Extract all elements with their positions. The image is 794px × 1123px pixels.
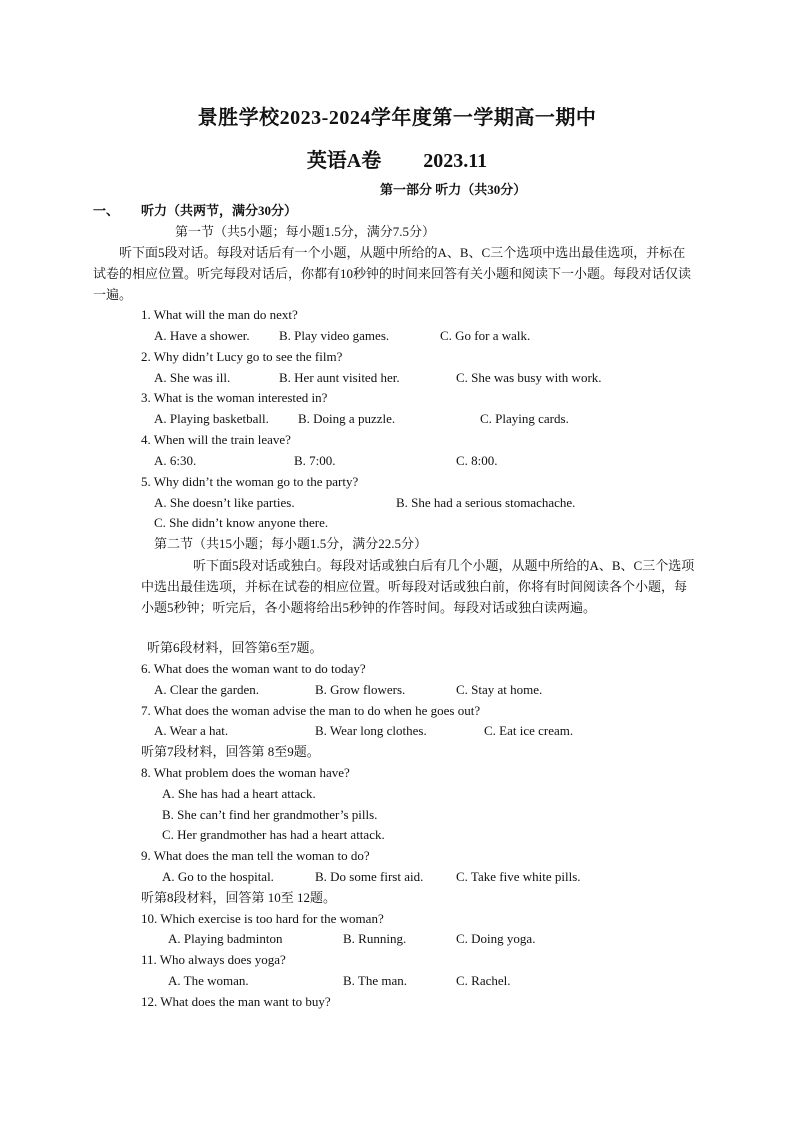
option-8b: B. She can’t find her grandmother’s pills. — [162, 807, 378, 822]
option-5a: A. She doesn’t like parties. — [154, 495, 295, 510]
option-6c: C. Stay at home. — [456, 682, 543, 697]
option-3c: C. Playing cards. — [480, 411, 569, 426]
option-6a: A. Clear the garden. — [154, 682, 260, 697]
question-8: 8. What problem does the woman have? — [141, 765, 350, 780]
question-12: 12. What does the man want to buy? — [141, 994, 331, 1009]
material-8-note: 听第8段材料，回答第 10至 12题。 — [141, 890, 337, 905]
question-6: 6. What does the woman want to do today? — [141, 661, 366, 676]
option-5c: C. She didn’t know anyone there. — [154, 515, 329, 530]
option-1b: B. Play video games. — [279, 328, 390, 343]
option-4c: C. 8:00. — [456, 453, 498, 468]
question-5: 5. Why didn’t the woman go to the party? — [141, 474, 359, 489]
option-11c: C. Rachel. — [456, 973, 511, 988]
option-8c: C. Her grandmother has had a heart attack. — [162, 827, 385, 842]
question-3: 3. What is the woman interested in? — [141, 390, 328, 405]
material-7-note: 听第7段材料，回答第 8至9题。 — [141, 744, 320, 759]
option-3b: B. Doing a puzzle. — [298, 411, 396, 426]
option-9a: A. Go to the hospital. — [162, 869, 274, 884]
option-9b: B. Do some first aid. — [315, 869, 424, 884]
option-9c: C. Take five white pills. — [456, 869, 581, 884]
option-10a: A. Playing badminton — [168, 931, 283, 946]
option-1c: C. Go for a walk. — [440, 328, 531, 343]
question-2: 2. Why didn’t Lucy go to see the film? — [141, 349, 343, 364]
option-3a: A. Playing basketball. — [154, 411, 269, 426]
subsection-1-heading: 第一节（共5小题；每小题1.5分，满分7.5分） — [175, 224, 436, 239]
option-2b: B. Her aunt visited her. — [279, 370, 400, 385]
question-11: 11. Who always does yoga? — [141, 952, 286, 967]
question-9: 9. What does the man tell the woman to do? — [141, 848, 370, 863]
option-11b: B. The man. — [343, 973, 408, 988]
option-2a: A. She was ill. — [154, 370, 231, 385]
subsection-2-heading: 第二节（共15小题；每小题1.5分，满分22.5分） — [154, 536, 428, 551]
exam-title: 景胜学校2023-2024学年度第一学期高一期中 — [197, 107, 597, 129]
option-7c: C. Eat ice cream. — [484, 723, 574, 738]
option-11a: A. The woman. — [168, 973, 249, 988]
option-10b: B. Running. — [343, 931, 407, 946]
option-7a: A. Wear a hat. — [154, 723, 229, 738]
question-1: 1. What will the man do next? — [141, 307, 298, 322]
question-4: 4. When will the train leave? — [141, 432, 291, 447]
instructions-1: 听下面5段对话。每段对话后有一个小题，从题中所给的A、B、C三个选项中选出最佳选项，并标在试卷的相应位置。听完每段对话后，你都有10秒钟的时间来回答有关小题和阅读下一小题。每段对话仅读一遍。 — [93, 245, 692, 302]
option-4a: A. 6:30. — [154, 453, 197, 468]
exam-subtitle — [0, 146, 794, 176]
option-6b: B. Grow flowers. — [315, 682, 406, 697]
option-8a: A. She has had a heart attack. — [162, 786, 316, 801]
option-1a: A. Have a shower. — [154, 328, 250, 343]
question-7: 7. What does the woman advise the man to do when he goes out? — [141, 703, 481, 718]
option-7b: B. Wear long clothes. — [315, 723, 427, 738]
instructions-2: 听下面5段对话或独白。每段对话或独白后有几个小题，从题中所给的A、B、C三个选项中选出最佳选项，并标在试卷的相应位置。听每段对话或独白前，你将有时间阅读各个小题，每小题5秒钟；听完后，各小题将给出5秒钟的作答时间。每段对话或独白读两遍。 — [141, 558, 695, 615]
subject-label: 英语A卷 — [306, 150, 382, 172]
part-title: 第一部分 听力（共30分） — [380, 182, 527, 197]
exam-date: 2023.11 — [423, 150, 488, 172]
section-number: 一、 — [93, 203, 120, 218]
option-4b: B. 7:00. — [294, 453, 336, 468]
question-10: 10. Which exercise is too hard for the woman? — [141, 911, 384, 926]
option-10c: C. Doing yoga. — [456, 931, 536, 946]
option-2c: C. She was busy with work. — [456, 370, 602, 385]
option-5b: B. She had a serious stomachache. — [396, 495, 576, 510]
material-6-note: 听第6段材料，回答第6至7题。 — [147, 640, 323, 655]
section-heading: 听力（共两节，满分30分） — [141, 203, 298, 218]
